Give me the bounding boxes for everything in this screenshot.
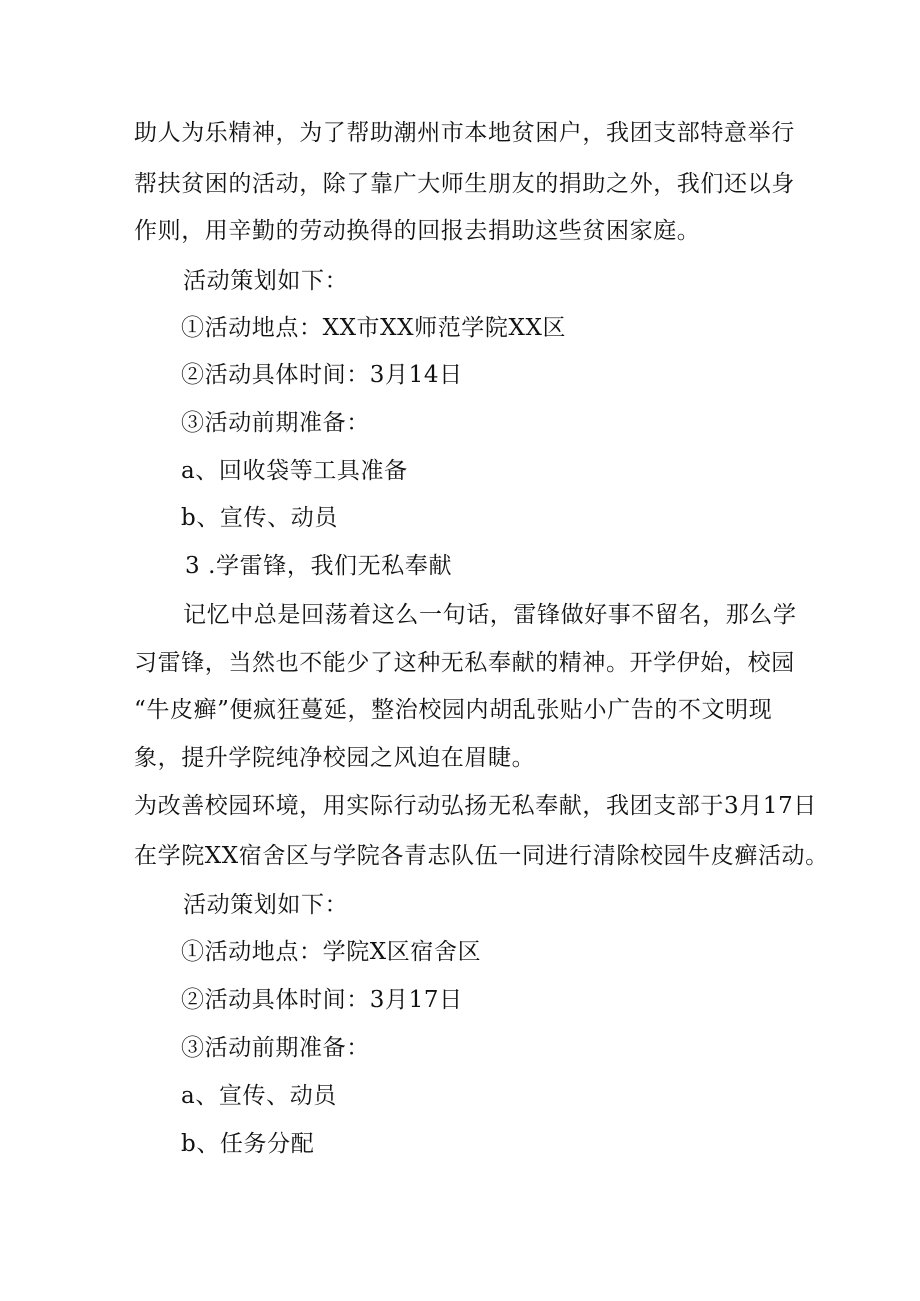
time-item-2: ②活动具体时间：3月17日 xyxy=(181,987,463,1013)
prep-heading-1: ③活动前期准备： xyxy=(181,410,370,436)
prep-item-b-2: b、任务分配 xyxy=(181,1131,315,1157)
prep-item-a-2: a、宣传、动员 xyxy=(181,1083,337,1109)
plan-heading-1: 活动策划如下： xyxy=(183,268,349,294)
para1-line-1: 记忆中总是回荡着这么一句话，雷锋做好事不留名，那么学 xyxy=(183,602,797,628)
prep-item-b-1: b、宣传、动员 xyxy=(181,505,338,531)
para2-line-1: 为改善校园环境，用实际行动弘扬无私奉献，我团支部于3月17日 xyxy=(134,793,817,819)
para1-line-3: “牛皮癣”便疯狂蔓延，整治校园内胡乱张贴小广告的不文明现 xyxy=(134,697,773,723)
intro-line-2: 帮扶贫困的活动，除了靠广大师生朋友的捐助之外，我们还以身 xyxy=(134,171,795,197)
prep-heading-2: ③活动前期准备： xyxy=(181,1035,370,1061)
time-item-1: ②活动具体时间：3月14日 xyxy=(181,362,463,388)
intro-line-1: 助人为乐精神，为了帮助潮州市本地贫困户，我团支部特意举行 xyxy=(134,120,795,146)
para1-line-2: 习雷锋，当然也不能少了这种无私奉献的精神。开学伊始，校园 xyxy=(134,650,795,676)
para1-line-4: 象，提升学院纯净校园之风迫在眉睫。 xyxy=(134,745,536,771)
location-item-2: ①活动地点：学院X区宿舍区 xyxy=(181,939,482,965)
section-title-3: 3 .学雷锋，我们无私奉献 xyxy=(185,553,453,579)
intro-line-3: 作则，用辛勤的劳动换得的回报去捐助这些贫困家庭。 xyxy=(134,218,701,244)
location-item-1: ①活动地点：XX市XX师范学院XX区 xyxy=(181,315,567,341)
prep-item-a-1: a、回收袋等工具准备 xyxy=(181,458,408,484)
plan-heading-2: 活动策划如下： xyxy=(183,892,349,918)
para2-line-2: 在学院XX宿舍区与学院各青志队伍一同进行清除校园牛皮癣活动。 xyxy=(134,843,829,869)
